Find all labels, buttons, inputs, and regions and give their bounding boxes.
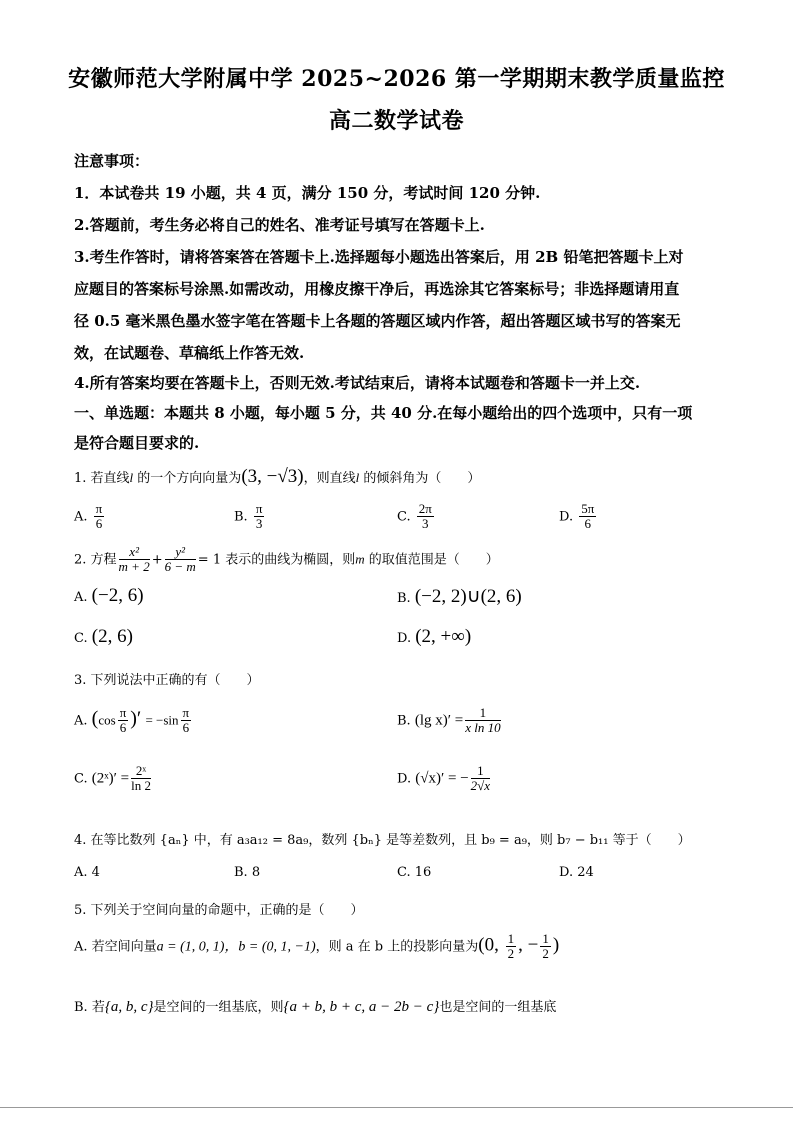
exam-title-line2: 高二数学试卷 [328, 108, 464, 134]
note-1: 1．本试卷共 19 小题，共 4 页，满分 150 分，考试时间 120 分钟. [74, 184, 541, 202]
note-3-line3: 径 0.5 毫米黑色墨水签字笔在答题卡上各题的答题区域内作答，超出答题区域书写的答案无 [74, 312, 681, 330]
question-5-stem: 5. 下列关于空间向量的命题中，正确的是（ ） [74, 903, 364, 918]
note-2: 2.答题前，考生务必将自己的姓名、准考证号填写在答题卡上. [74, 216, 485, 234]
note-4: 4.所有答案均要在答题卡上，否则无效.考试结束后，请将本试题卷和答题卡一并上交. [74, 374, 641, 392]
page-bottom-divider [0, 1107, 793, 1108]
question-2-stem: 2. 方程 $\frac{\text{x²}}{m + 2}$ + $\frac{\text{y²}}{6 - m}$ = 1 表示的曲线为椭圆，则m 的取值范围是（ ） [74, 544, 499, 575]
q2-option-c[interactable]: C. (2, 6) [74, 626, 133, 647]
note-3-line4: 效，在试题卷、草稿纸上作答无效. [74, 344, 305, 362]
q2-option-b[interactable]: B. (−2, 2)∪(2, 6) [397, 586, 522, 607]
q3-option-c[interactable]: C. (2ˣ)′ = $\frac{\text{2ˣ}}{\ln 2}$ [74, 763, 151, 794]
q3-option-b[interactable]: B. (lg x)′ = $\frac{1}{\text{x ln 10}}$ [397, 705, 501, 736]
q5-option-b[interactable]: B. 若{a, b, c}是空间的一组基底，则{a + b, b + c, a − 2b − c}也是空间的一组基底 [74, 999, 557, 1015]
q4-option-c[interactable]: C. 16 [397, 865, 432, 880]
note-3-line1: 3.考生作答时，请将答案答在答题卡上.选择题每小题选出答案后，用 2B 铅笔把答题卡上对 [74, 248, 684, 266]
q4-option-a[interactable]: A. 4 [74, 865, 100, 880]
exam-title-line1: 安徽师范大学附属中学 2025~2026 第一学期期末教学质量监控 [68, 66, 725, 92]
q4-option-b[interactable]: B. 8 [234, 865, 261, 880]
question-4-stem: 4. 在等比数列 {aₙ} 中，有 a₃a₁₂ = 8a₉，数列 {bₙ} 是等差数列，且 b₉ = a₉，则 b₇ − b₁₁ 等于（ ） [74, 833, 691, 848]
q4-option-d[interactable]: D. 24 [559, 865, 594, 880]
q2-option-a[interactable]: A. (−2, 6) [74, 585, 144, 606]
note-3-line2: 应题目的答案标号涂黑.如需改动，用橡皮擦干净后，再选涂其它答案标号；非选择题请用直 [74, 280, 680, 298]
q5-option-a[interactable]: A. 若空间向量a = (1, 0, 1)，b = (0, 1, −1)，则 a 在 b 上的投影向量为(0, $\frac{1}{2}$ , − $\frac{1}{2}$ ) [74, 931, 560, 962]
question-3-stem: 3. 下列说法中正确的有（ ） [74, 673, 260, 688]
q1-option-b[interactable]: B. $\frac{\pi}{3}$ [234, 501, 263, 532]
q1-option-a[interactable]: A. $\frac{\pi}{6}$ [74, 501, 103, 532]
section-1-heading-cont: 是符合题目要求的. [74, 434, 200, 452]
q3-option-a[interactable]: A. (cos $\frac{\pi}{6}$ )′ = −sin $\frac{\pi}{6}$ [74, 705, 190, 736]
section-1-heading: 一、单选题：本题共 8 小题，每小题 5 分，共 40 分.在每小题给出的四个选项中，只有一项 [74, 404, 693, 422]
notes-heading: 注意事项： [74, 152, 150, 170]
q3-option-d[interactable]: D. (√x)′ = − $\frac{1}{2√x}$ [397, 763, 491, 794]
q1-option-d[interactable]: D. $\frac{5\pi}{6}$ [559, 501, 595, 532]
q1-option-c[interactable]: C. $\frac{2\pi}{3}$ [397, 501, 432, 532]
q2-option-d[interactable]: D. (2, +∞) [397, 626, 472, 647]
question-1-stem: 1. 若直线l 的一个方向向量为(3, −√3)，则直线l 的倾斜角为（ ） [74, 466, 481, 487]
direction-vector: (3, −√3) [241, 466, 304, 487]
